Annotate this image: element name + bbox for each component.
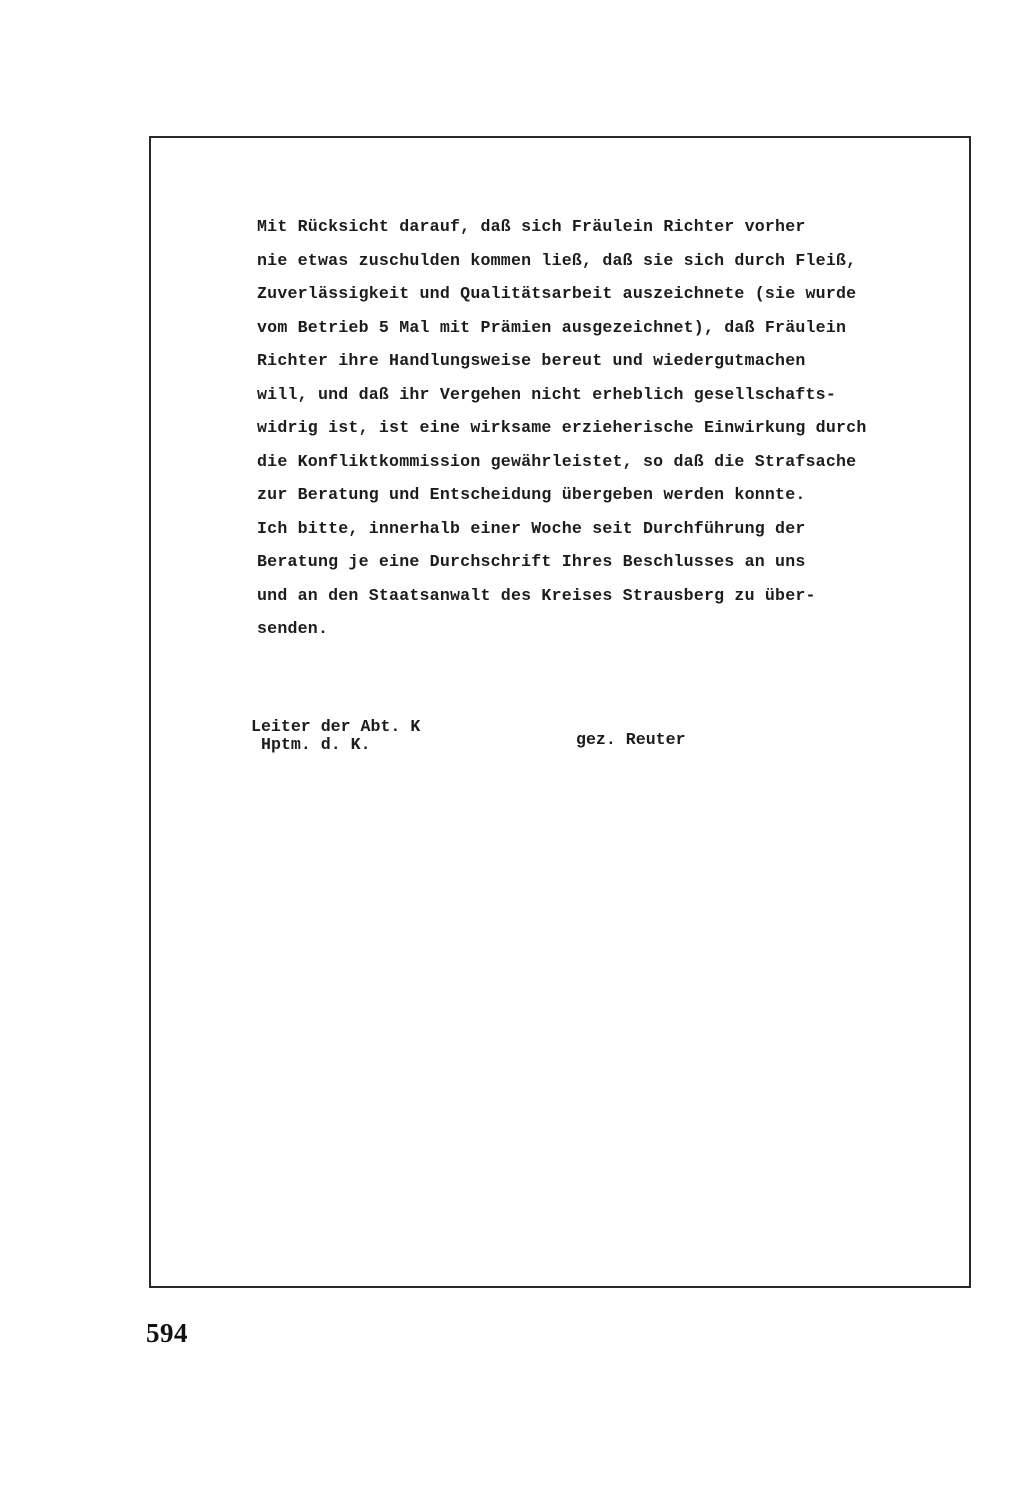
text-line: und an den Staatsanwalt des Kreises Strausberg zu über-: [257, 585, 816, 605]
text-line: zur Beratung und Entscheidung übergeben werden konnte.: [257, 485, 806, 504]
paragraph-2: [257, 512, 897, 646]
text-line: die Konfliktkommission gewährleistet, so daß die Strafsache: [257, 451, 857, 471]
text-line: Zuverlässigkeit und Qualitätsarbeit auszeichnete (sie wurde: [257, 284, 857, 303]
text-line: Ich bitte, innerhalb einer Woche seit Durchführung der: [257, 518, 806, 538]
signature-name: gez. Reuter: [576, 730, 686, 749]
text-line: Beratung je eine Durchschrift Ihres Beschlusses an uns: [257, 552, 806, 571]
paragraph-1: [257, 210, 897, 512]
text-line: senden.: [257, 619, 329, 638]
text-line: widrig ist, ist eine wirksame erzieherische Einwirkung durch: [257, 418, 867, 437]
text-line: will, und daß ihr Vergehen nicht erheblich gesellschafts-: [257, 384, 836, 404]
letter-body: [257, 210, 897, 646]
text-line: Richter ihre Handlungsweise bereut und wiedergutmachen: [257, 351, 806, 370]
text-line: vom Betrieb 5 Mal mit Prämien ausgezeichnet), daß Fräulein: [257, 317, 847, 337]
text-line: Mit Rücksicht darauf, daß sich Fräulein Richter vorher: [257, 217, 806, 236]
text-line: nie etwas zuschulden kommen ließ, daß sie sich durch Fleiß,: [257, 250, 857, 270]
signatory-title-line-1: Leiter der Abt. K: [251, 717, 421, 736]
page-number: 594: [146, 1318, 188, 1348]
signatory-title-line-2: Hptm. d. K.: [261, 735, 371, 754]
signatory-title: [251, 718, 420, 754]
